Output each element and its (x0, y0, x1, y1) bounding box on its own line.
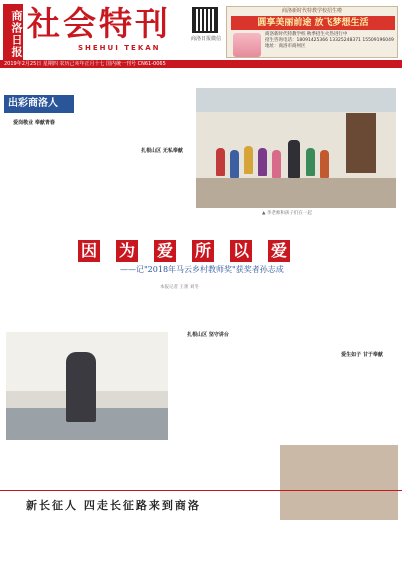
dateline-text: 2019年2月25日 星期四 农历己亥年正月十七 国内统一刊号 CN61-0065 (4, 61, 166, 67)
ad-line: 招生咨询电话：18091425366 13325248371 15509196049 (265, 38, 394, 43)
feature-headline (60, 240, 340, 262)
column-subhead: 扎根山区 无私奉献 (141, 148, 183, 154)
teacher-photo (6, 332, 168, 440)
feature-subheadline: ——记"2018年马云乡村教师奖"获奖者孙志成 (120, 265, 284, 274)
bottom-headline (26, 497, 256, 513)
headline-rest: 四走长征路来到商洛 (83, 499, 201, 512)
qr-code-icon (192, 7, 218, 33)
article-column (6, 444, 168, 486)
headline-char: 所 (192, 240, 214, 262)
article-column (88, 292, 166, 328)
ad-line: 地址：商洛市商州区 (265, 44, 306, 49)
title-pinyin: SHEHUI TEKAN (78, 44, 161, 52)
article-column (190, 514, 278, 572)
page-title: 社会特刊 (27, 4, 171, 43)
qr-label: 商洛日报微信 (190, 36, 221, 42)
ad-text (231, 32, 395, 50)
byline: 本报记者 王蕾 刘冬 (160, 285, 199, 290)
article-column (4, 118, 64, 236)
masthead (0, 0, 402, 66)
column-subhead: 爱生如子 甘于奉献 (341, 352, 383, 358)
article-column (6, 514, 94, 572)
headline-quote: 新长征人 (26, 499, 78, 512)
advertisement[interactable] (226, 6, 398, 58)
article-column (132, 88, 192, 236)
article-column (6, 292, 84, 328)
section-divider (0, 490, 402, 491)
headline-char: 以 (230, 240, 252, 262)
article-column (250, 292, 322, 442)
column-subhead: 爱岗敬业 奉献青春 (13, 120, 55, 126)
school-children-photo (196, 88, 396, 208)
article-column (68, 88, 128, 236)
section-tag: 出彩商洛人 (4, 95, 74, 113)
ad-line: 商洛新时代特教学校 秋季招生火热进行中 (265, 32, 348, 37)
headline-char: 爱 (154, 240, 176, 262)
article-column (98, 514, 186, 572)
headline-char: 爱 (268, 240, 290, 262)
article-column (326, 292, 398, 442)
dateline-bar (0, 60, 402, 68)
ad-top-line: 商洛新时代特教学校招生啦 (281, 8, 342, 14)
photo-caption: ▲ 李老师和孩子们在一起 (262, 211, 312, 216)
article-column (172, 292, 244, 482)
ad-headline: 圆享美丽前途 放飞梦想生活 (231, 16, 395, 30)
classroom-photo (280, 445, 398, 520)
headline-char: 为 (116, 240, 138, 262)
column-subhead: 扎根山区 坚守讲台 (187, 332, 229, 338)
headline-char: 因 (78, 240, 100, 262)
newspaper-logo: 商洛日报 (3, 4, 23, 62)
